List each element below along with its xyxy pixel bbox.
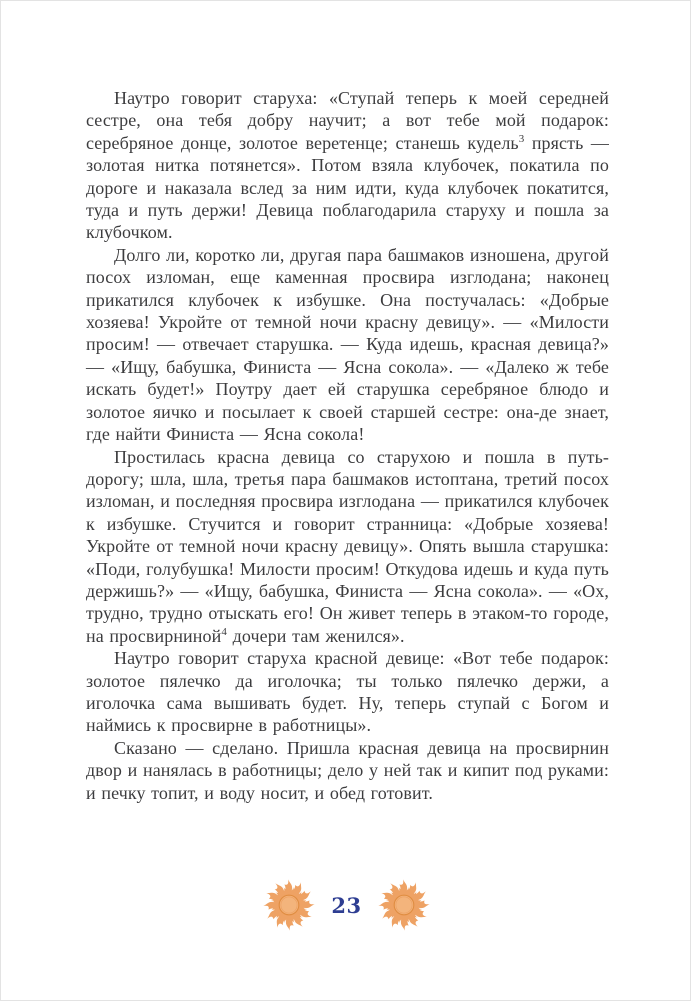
- footnote-marker: 4: [221, 625, 227, 638]
- paragraph: Сказано — сделано. Пришла красная девица на просвирнин двор и нанялась в работницы; дело у ней так и кипит под руками: и печку топит, и воду носит, и обед готовит.: [86, 737, 609, 803]
- paragraph: Наутро говорит старуха красной девице: «Вот тебе подарок: золотое пялечко да иголочка; ты только пялечко держи, а иголочка сама вышивать будет. Ну, теперь ступай с Богом и наймись к просвирне в работницы».: [86, 648, 609, 736]
- paragraph: Долго ли, коротко ли, другая пара башмаков изношена, другой посох изломан, еще каменная просвира изглодана; наконец прикатился клубочек к избушке. Она постучалась: «Добрые хозяева! Укройте от темной ночи красну девицу». — «Милости просим! — отвечает старушка. — Куда идешь, красная девица?» — «Ищу, бабушка, Финиста — Ясна сокола». — «Далеко ж тебе искать будет!» Поутру дает ей старушка серебряное блюдо и золотое яичко и посылает к своей старшей сестре: она-де знает, где найти Финиста — Ясна сокола!: [86, 244, 609, 445]
- sun-ornament-right-icon: [376, 877, 432, 933]
- paragraph: Простилась красна девица со старухою и пошла в путь-дорогу; шла, шла, третья пара башмаков истоптана, третий посох изломан, и последняя просвира изглодана — прикатился клубочек к избушке. Стучится и говорит странница: «Добрые хозяева! Укройте от темной ночи красну девицу». Опять вышла старушка: «Поди, голубушка! Милости просим! Откудова идешь и куда путь держишь?» — «Ищу, бабушка, Финиста — Ясна сокола». — «Ох, трудно, трудно отыскать его! Он живет теперь в этаком-то городе, на просвирниной$^4$ дочери там женился».: [86, 446, 609, 646]
- page-number: 23: [331, 892, 362, 918]
- paragraph: Наутро говорит старуха: «Ступай теперь к моей середней сестре, она тебя добру научит; а вот тебе мой подарок: серебряное донце, золотое веретенце; станешь кудель$^3$ прясть — золотая нитка потянется». Потом взяла клубочек, покатила по дороге и наказала вслед за ним идти, куда клубочек покатится, туда и путь держи! Девица поблагодарила старуху и пошла за клубочком.: [86, 88, 609, 243]
- page-footer: [1, 877, 691, 933]
- story-text: [86, 87, 609, 804]
- footnote-marker: 3: [518, 132, 525, 145]
- sun-ornament-left-icon: [261, 877, 317, 933]
